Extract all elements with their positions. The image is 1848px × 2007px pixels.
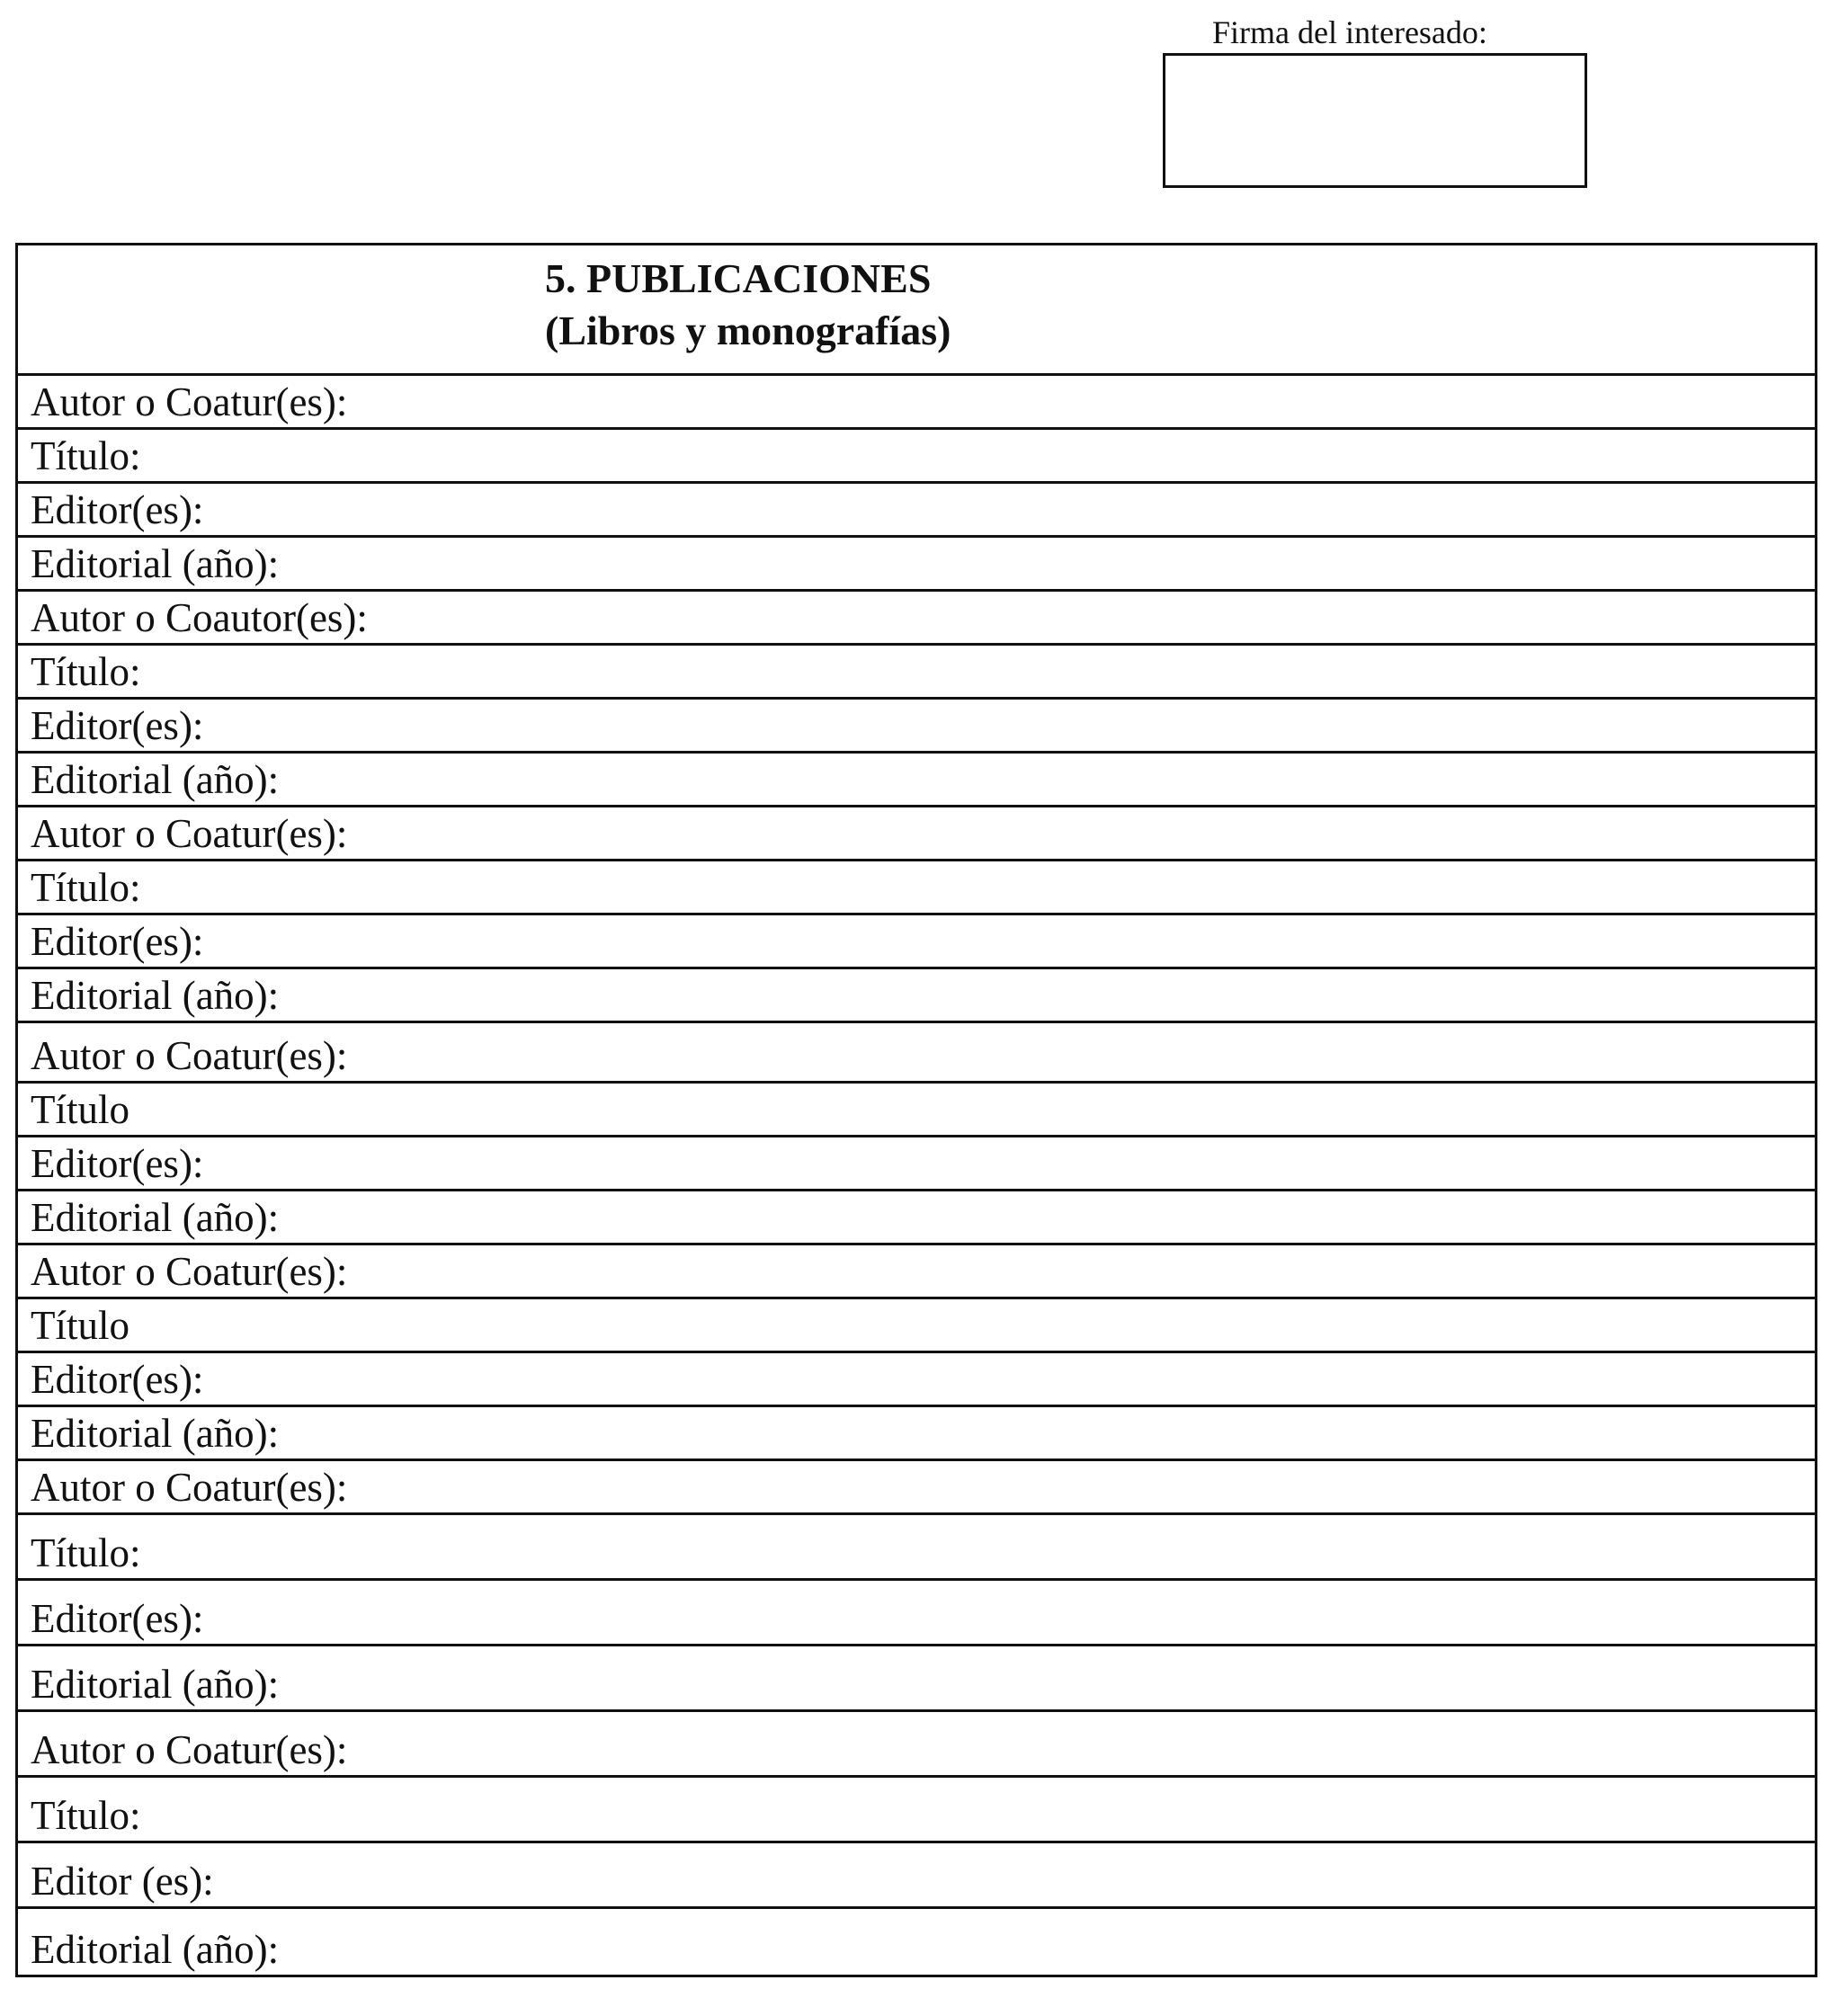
field-row-publisher-year[interactable] [18, 1646, 1815, 1712]
field-row-editor[interactable] [18, 700, 1815, 754]
field-label: Editorial (año): [31, 1195, 280, 1240]
field-label: Autor o Coatur(es): [31, 1727, 348, 1772]
field-row-author[interactable] [18, 1461, 1815, 1515]
field-row-title[interactable] [18, 1515, 1815, 1581]
field-label: Autor o Coatur(es): [31, 1249, 348, 1294]
section-subtitle-text: (Libros y monografías) [545, 308, 951, 353]
signature-box[interactable] [1163, 53, 1587, 188]
signature-label: Firma del interesado: [1212, 14, 1487, 50]
field-label: Autor o Coatur(es): [31, 1033, 348, 1078]
field-label: Autor o Coatur(es): [31, 811, 348, 856]
field-row-title[interactable] [18, 646, 1815, 700]
field-row-editor[interactable] [18, 1137, 1815, 1191]
field-row-editor[interactable] [18, 1353, 1815, 1407]
field-label: Autor o Coautor(es): [31, 595, 368, 640]
field-label: Editor(es): [31, 1357, 204, 1402]
field-row-publisher-year[interactable] [18, 1407, 1815, 1461]
field-row-editor[interactable] [18, 1581, 1815, 1646]
field-label: Título [31, 1087, 129, 1132]
field-row-title[interactable] [18, 861, 1815, 915]
field-label: Editorial (año): [31, 1662, 280, 1707]
section-header [18, 245, 1815, 376]
field-label: Título: [31, 1530, 141, 1575]
field-label: Autor o Coatur(es): [31, 379, 348, 424]
field-label: Título [31, 1303, 129, 1348]
section-title-text: 5. PUBLICACIONES [545, 255, 932, 301]
field-row-author[interactable] [18, 376, 1815, 430]
field-row-title[interactable] [18, 1084, 1815, 1137]
field-label: Editorial (año): [31, 1927, 280, 1972]
field-row-editor[interactable] [18, 484, 1815, 538]
field-row-publisher-year[interactable] [18, 538, 1815, 592]
field-row-title[interactable] [18, 430, 1815, 484]
field-label: Título: [31, 865, 141, 910]
field-label: Editor(es): [31, 1596, 204, 1641]
field-row-author[interactable] [18, 1023, 1815, 1084]
field-row-author[interactable] [18, 807, 1815, 861]
field-label: Autor o Coatur(es): [31, 1465, 348, 1510]
field-row-editor[interactable] [18, 1843, 1815, 1909]
field-label: Editor(es): [31, 487, 204, 532]
field-row-publisher-year[interactable] [18, 969, 1815, 1023]
field-row-publisher-year[interactable] [18, 1909, 1815, 1975]
field-label: Editorial (año): [31, 973, 280, 1018]
field-row-author[interactable] [18, 1712, 1815, 1778]
field-label: Editor(es): [31, 1141, 204, 1186]
field-row-title[interactable] [18, 1778, 1815, 1843]
field-label: Editorial (año): [31, 541, 280, 586]
field-label: Editorial (año): [31, 757, 280, 802]
field-label: Título: [31, 433, 141, 478]
field-label: Editorial (año): [31, 1411, 280, 1456]
field-label: Título: [31, 1793, 141, 1838]
field-label: Editor(es): [31, 919, 204, 964]
publications-form-table [15, 243, 1817, 1977]
section-title [545, 253, 951, 357]
field-row-publisher-year[interactable] [18, 1191, 1815, 1245]
field-row-editor[interactable] [18, 915, 1815, 969]
field-label: Editor(es): [31, 703, 204, 748]
field-row-author[interactable] [18, 592, 1815, 646]
field-label: Título: [31, 649, 141, 694]
field-row-author[interactable] [18, 1245, 1815, 1299]
field-label: Editor (es): [31, 1859, 214, 1904]
field-row-publisher-year[interactable] [18, 754, 1815, 807]
field-row-title[interactable] [18, 1299, 1815, 1353]
